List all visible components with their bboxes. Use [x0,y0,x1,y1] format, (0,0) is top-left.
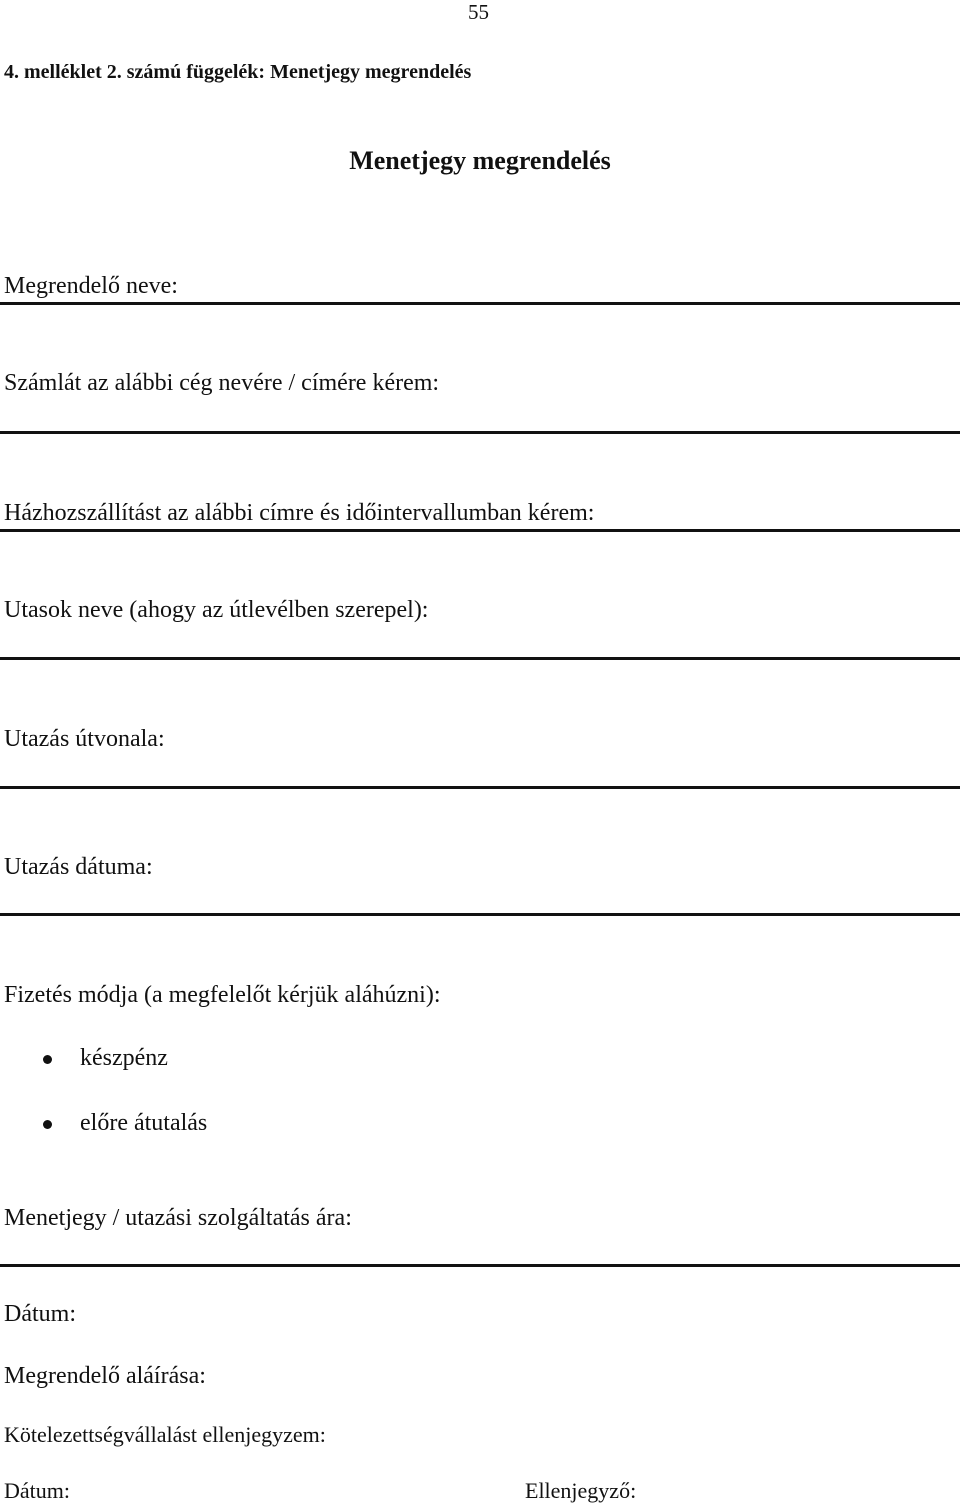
date-label: Dátum: [4,1301,76,1327]
invoice-label: Számlát az alábbi cég nevére / címére kérem: [4,370,440,396]
payment-label: Fizetés módja (a megfelelőt kérjük aláhúzni): [4,982,441,1008]
payment-option-cash[interactable]: készpénz [80,1045,168,1071]
countersigner-label: Ellenjegyző: [525,1478,637,1503]
invoice-line[interactable] [0,431,960,434]
passengers-line[interactable] [0,657,960,660]
price-line[interactable] [0,1264,960,1267]
payment-option-transfer[interactable]: előre átutalás [80,1110,208,1136]
orderer-name-line[interactable] [0,302,960,305]
bullet-icon [43,1055,52,1064]
form-title: Menetjegy megrendelés [349,146,611,175]
delivery-label: Házhozszállítást az alábbi címre és időintervallumban kérem: [4,500,595,526]
signature-label: Megrendelő aláírása: [4,1363,206,1389]
delivery-line[interactable] [0,529,960,532]
route-line[interactable] [0,786,960,789]
travel-date-label: Utazás dátuma: [4,854,153,880]
travel-date-line[interactable] [0,913,960,916]
route-label: Utazás útvonala: [4,726,165,752]
appendix-heading: 4. melléklet 2. számú függelék: Menetjegy megrendelés [4,61,472,83]
bullet-icon [43,1120,52,1129]
orderer-name-label: Megrendelő neve: [4,273,178,299]
footer-date-label: Dátum: [4,1478,70,1503]
countersign-label: Kötelezettségvállalást ellenjegyzem: [4,1422,326,1447]
price-label: Menetjegy / utazási szolgáltatás ára: [4,1205,352,1231]
page-number: 55 [468,0,489,24]
passengers-label: Utasok neve (ahogy az útlevélben szerepel): [4,597,429,623]
